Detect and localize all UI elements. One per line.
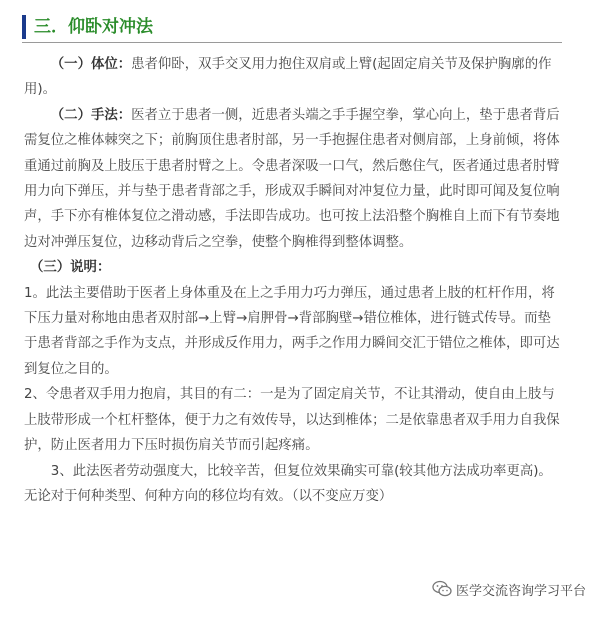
article-body <box>24 52 564 509</box>
wechat-icon <box>432 580 452 598</box>
section-accent-bar <box>22 15 26 39</box>
wechat-watermark <box>428 578 586 600</box>
position-text: 患者仰卧，双手交叉用力抱住双肩或上臂(起固定肩关节及保护胸廓的作用)。 <box>24 57 552 98</box>
position-label: （一）体位： <box>50 57 132 72</box>
watermark-text: 医学交流咨询学习平台 <box>455 583 586 599</box>
paragraph-technique <box>24 103 564 255</box>
paragraph-position <box>24 52 564 103</box>
technique-text: 医者立于患者一侧，近患者头端之手手握空拳，掌心向上，垫于患者背后需复位之椎体棘突之下；前胸顶住患者肘部，另一手抱握住患者对侧肩部，上身前倾，将体重通过前胸及上肢压于患者肘臂之上。令患者深吸一口气，然后憋住气，医者通过患者肘臂用力向下弹压，并与垫于患者背部之手，形成双手瞬间对冲复位力量，此时即可闻及复位响声，手下亦有椎体复位之滑动感，手法即告成功。也可按上法沿整个胸椎自上而下有节奏地边对冲弹压复位，边移动背后之空拳，使整个胸椎得到整体调整。 <box>24 107 560 250</box>
note-item-2: 2、令患者双手用力抱肩，其目的有二：一是为了固定肩关节，不让其滑动，使自由上肢与上肢带形成一个杠杆整体，便于力之有效传导，以达到椎体；二是依靠患者双手用力自我保护，防止医者用力下压时损伤肩关节而引起疼痛。 <box>24 387 560 454</box>
technique-label: （二）手法： <box>50 107 132 123</box>
section-title: 三．仰卧对冲法 <box>34 17 153 37</box>
note-item-3: 3、此法医者劳动强度大，比较辛苦，但复位效果确实可靠(较其他方法成功率更高)。无论对于何种类型、何种方向的移位均有效。（以不变应万变） <box>24 463 552 504</box>
notes-heading: （三）说明： <box>30 260 111 276</box>
note-item-1: 1。此法主要借助于医者上身体重及在上之手用力巧力弹压，通过患者上肢的杠杆作用，将下压力量对称地由患者双肘部→上臂→肩胛骨→背部胸壁→错位椎体，进行链式传导。而垫于患者背部之手作为支点，并形成反作用力，两手之作用力瞬间交汇于错位之椎体，即可达到复位之目的。 <box>24 285 560 377</box>
section-header <box>22 12 562 43</box>
